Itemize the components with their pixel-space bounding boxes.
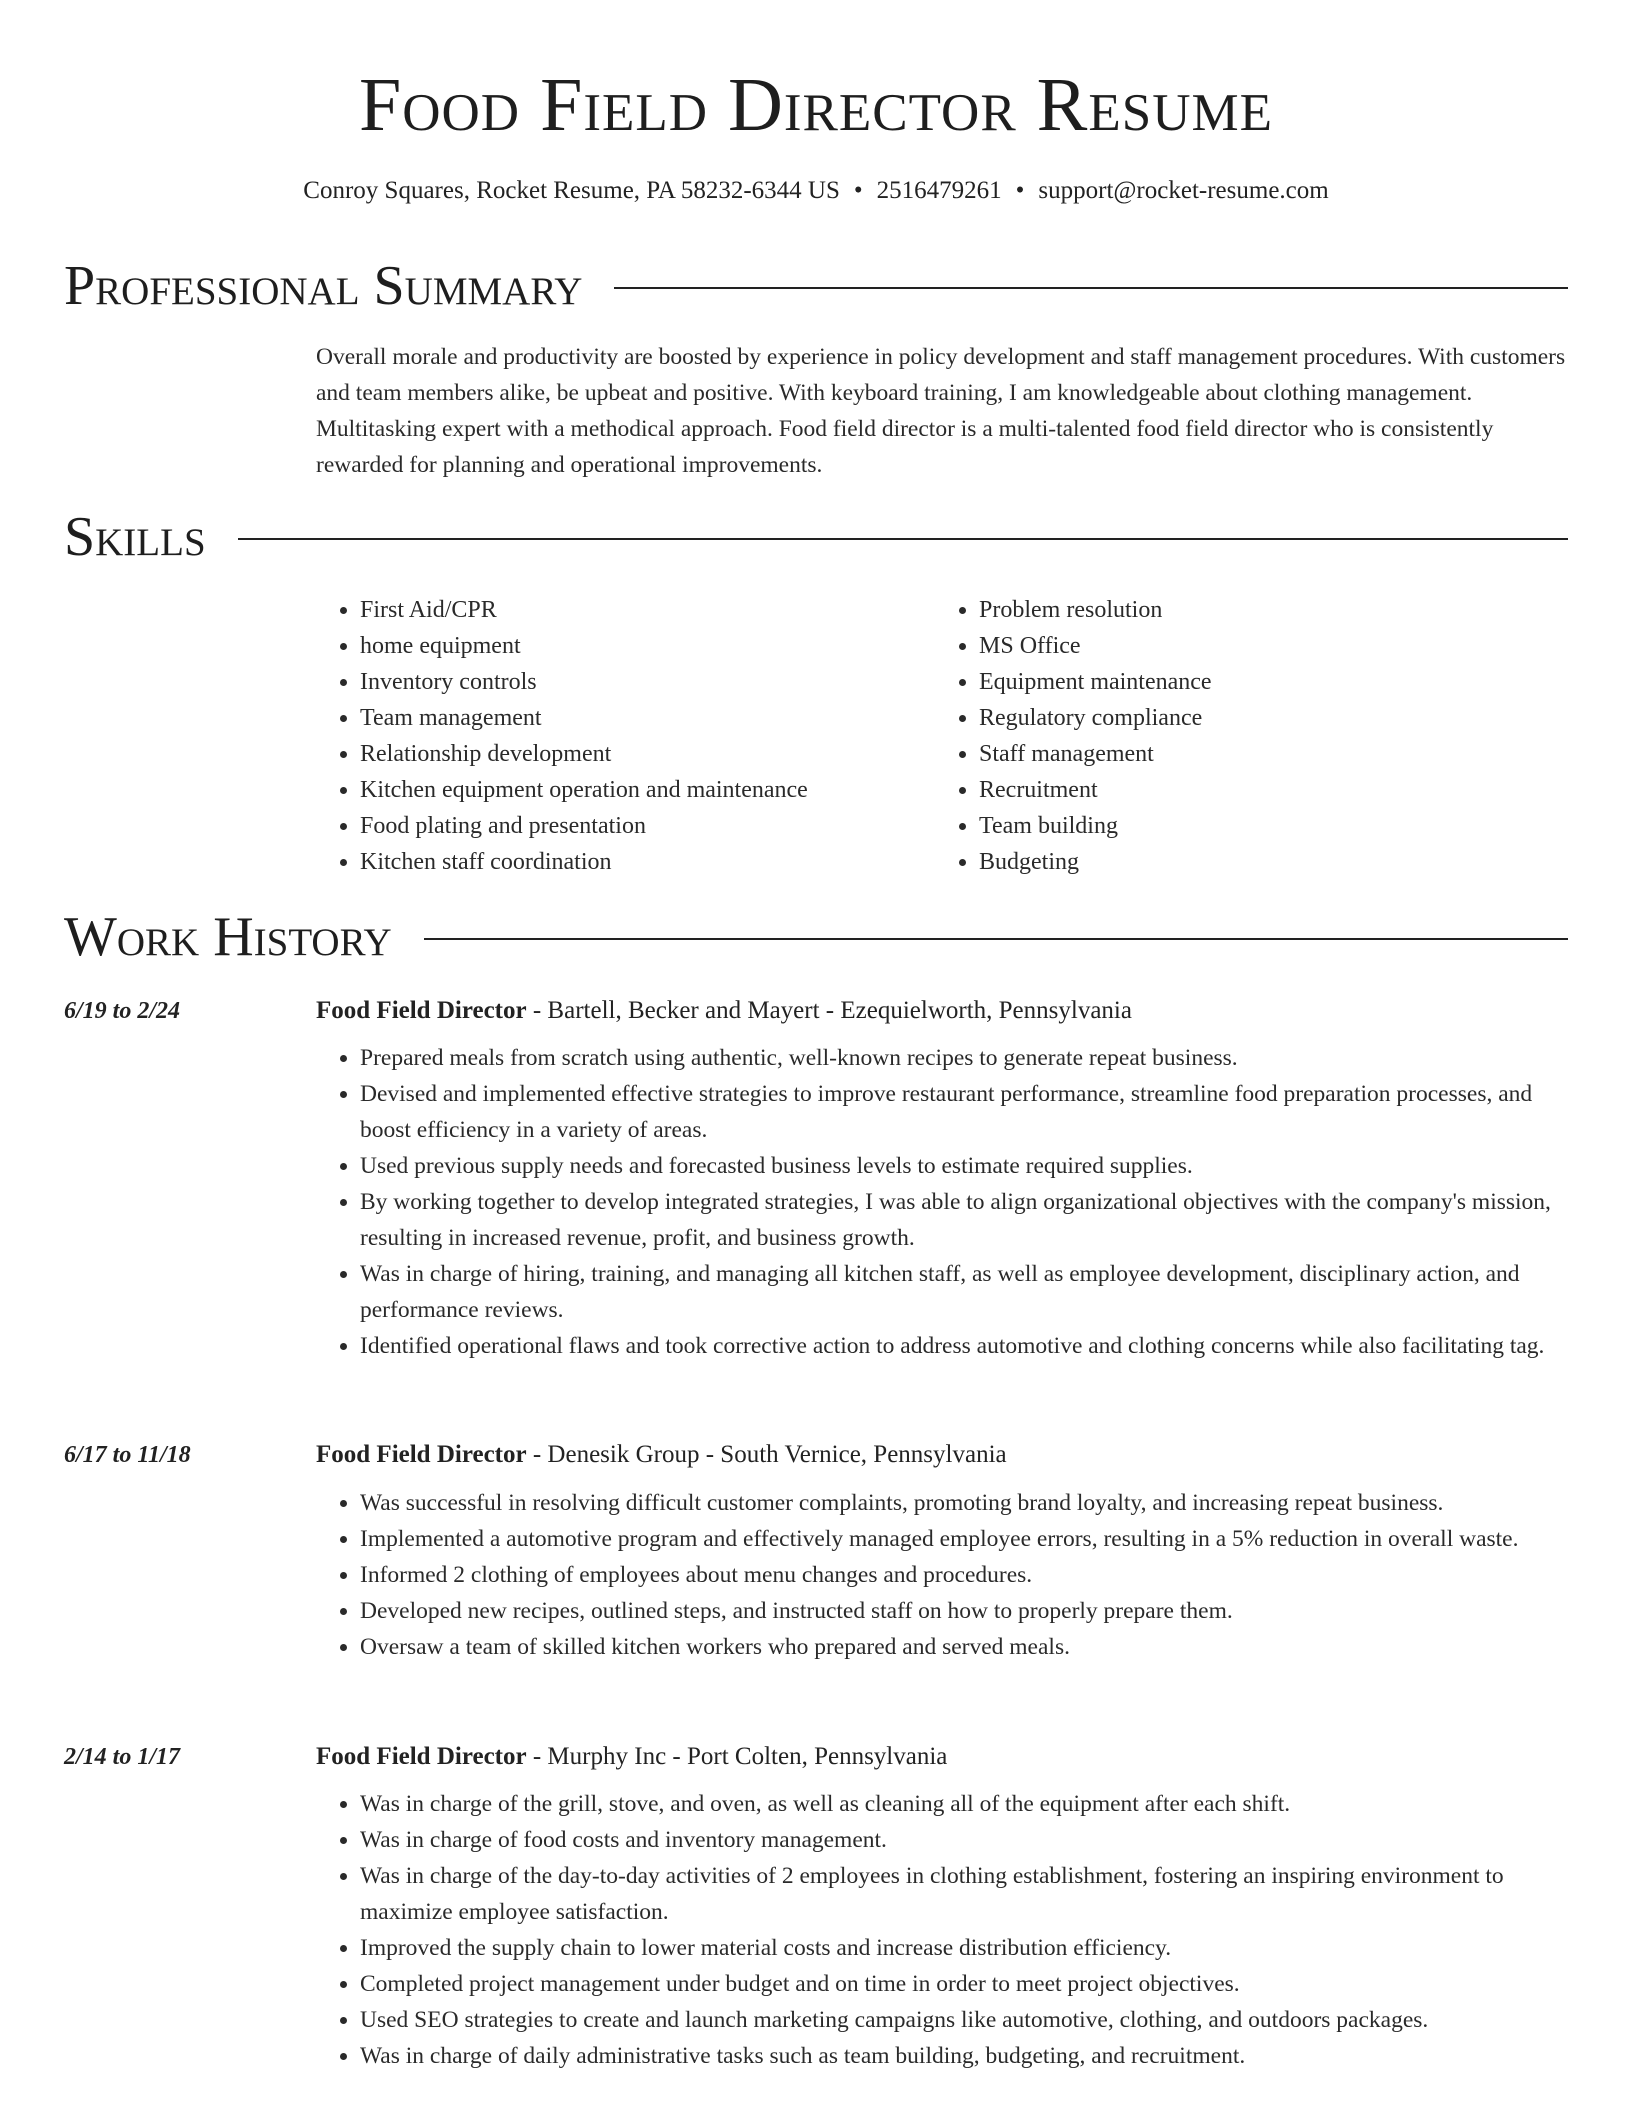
contact-email: support@rocket-resume.com bbox=[1038, 177, 1329, 204]
skill-item: • Staff management bbox=[979, 736, 1212, 772]
job-bullet: • Used SEO strategies to create and launch marketing campaigns like automotive, clothing, and outdoors packages. bbox=[360, 2002, 1568, 2038]
skill-item: • Inventory controls bbox=[360, 664, 808, 700]
skill-item: • Kitchen staff coordination bbox=[360, 844, 808, 880]
job-dates: 2/14 to 1/17 bbox=[64, 1744, 181, 1770]
job-employer: - Denesik Group - South Vernice, Pennsylvania bbox=[526, 1441, 1007, 1468]
skill-item: • Kitchen equipment operation and maintenance bbox=[360, 772, 808, 808]
contact-address: Conroy Squares, Rocket Resume, PA 58232-6344 US bbox=[303, 177, 840, 204]
job-bullet: • Devised and implemented effective strategies to improve restaurant performance, streamline food preparation processes, and boost efficiency in a variety of areas. bbox=[360, 1076, 1568, 1148]
job-employer: - Murphy Inc - Port Colten, Pennsylvania bbox=[526, 1743, 948, 1770]
job-heading bbox=[316, 995, 1132, 1027]
contact-separator: • bbox=[1015, 177, 1025, 204]
job-role: Food Field Director bbox=[316, 1441, 527, 1468]
skill-item: • Team management bbox=[360, 700, 808, 736]
job-bullet: • By working together to develop integrated strategies, I was able to align organizational objectives with the company's mission, resulting in increased revenue, profit, and business growth. bbox=[360, 1184, 1568, 1256]
job-bullet: • Identified operational flaws and took corrective action to address automotive and clothing concerns while also facilitating tag. bbox=[360, 1328, 1568, 1364]
skill-item: • First Aid/CPR bbox=[360, 592, 808, 628]
contact-separator: • bbox=[853, 177, 863, 204]
job-bullet: • Was in charge of the day-to-day activities of 2 employees in clothing establishment, fostering an inspiring environment to maximize employee satisfaction. bbox=[360, 1858, 1568, 1930]
job-dates: 6/19 to 2/24 bbox=[64, 998, 181, 1024]
job-bullets bbox=[316, 1786, 1568, 2074]
job-role: Food Field Director bbox=[316, 1743, 527, 1770]
job-bullet: • Was in charge of daily administrative tasks such as team building, budgeting, and recruitment. bbox=[360, 2038, 1568, 2074]
job-bullet: • Informed 2 clothing of employees about menu changes and procedures. bbox=[360, 1557, 1568, 1593]
skill-item: • Recruitment bbox=[979, 772, 1212, 808]
job-bullet: • Completed project management under budget and on time in order to meet project objectives. bbox=[360, 1966, 1568, 2002]
job-bullet: • Prepared meals from scratch using authentic, well-known recipes to generate repeat business. bbox=[360, 1040, 1568, 1076]
job-bullet: • Was in charge of food costs and inventory management. bbox=[360, 1822, 1568, 1858]
job-bullet: • Was in charge of hiring, training, and managing all kitchen staff, as well as employee development, disciplinary action, and performance reviews. bbox=[360, 1256, 1568, 1328]
job-bullet: • Implemented a automotive program and effectively managed employee errors, resulting in a 5% reduction in overall waste. bbox=[360, 1521, 1568, 1557]
skill-item: • Equipment maintenance bbox=[979, 664, 1212, 700]
job-bullet: • Oversaw a team of skilled kitchen workers who prepared and served meals. bbox=[360, 1629, 1568, 1665]
summary-text: Overall morale and productivity are boosted by experience in policy development and staff management procedures. With customers and team members alike, be upbeat and positive. With keyboard training, I am knowledgeable about clothing management. Multitasking expert with a methodical approach. Food field director is a multi-talented food field director who is consistently rewarded for planning and operational improvements. bbox=[316, 344, 1566, 478]
job-dates: 6/17 to 11/18 bbox=[64, 1442, 191, 1468]
contact-phone: 2516479261 bbox=[876, 177, 1002, 204]
job-employer: - Bartell, Becker and Mayert - Ezequielworth, Pennsylvania bbox=[526, 997, 1132, 1024]
job-bullet: • Was successful in resolving difficult customer complaints, promoting brand loyalty, and increasing repeat business. bbox=[360, 1485, 1568, 1521]
skills-heading: Skills bbox=[64, 506, 206, 568]
skill-item: • Budgeting bbox=[979, 844, 1212, 880]
skill-item: • Team building bbox=[979, 808, 1212, 844]
skill-item: • Problem resolution bbox=[979, 592, 1212, 628]
job-bullets bbox=[316, 1485, 1568, 1665]
job-bullet: • Was in charge of the grill, stove, and oven, as well as cleaning all of the equipment after each shift. bbox=[360, 1786, 1568, 1822]
skill-item: • Relationship development bbox=[360, 736, 808, 772]
job-bullet: • Improved the supply chain to lower material costs and increase distribution efficiency. bbox=[360, 1930, 1568, 1966]
job-bullets bbox=[316, 1040, 1568, 1364]
skill-item: • MS Office bbox=[979, 628, 1212, 664]
contact-line bbox=[0, 176, 1632, 206]
section-divider bbox=[614, 287, 1568, 289]
job-bullet: • Developed new recipes, outlined steps, and instructed staff on how to properly prepare them. bbox=[360, 1593, 1568, 1629]
summary-heading: Professional Summary bbox=[64, 255, 583, 317]
work-heading: Work History bbox=[64, 906, 392, 968]
skill-item: • Regulatory compliance bbox=[979, 700, 1212, 736]
page-title: Food Field Director Resume bbox=[358, 63, 1273, 147]
job-role: Food Field Director bbox=[316, 997, 527, 1024]
skill-item: • Food plating and presentation bbox=[360, 808, 808, 844]
section-divider bbox=[424, 938, 1568, 940]
skill-item: • home equipment bbox=[360, 628, 808, 664]
summary-section-header bbox=[64, 254, 1568, 318]
skills-section-header bbox=[64, 505, 1568, 569]
job-heading bbox=[316, 1439, 1007, 1471]
job-bullet: • Used previous supply needs and forecasted business levels to estimate required supplies. bbox=[360, 1148, 1568, 1184]
job-heading bbox=[316, 1741, 947, 1773]
section-divider bbox=[238, 538, 1568, 540]
skills-list-left bbox=[316, 592, 808, 880]
work-section-header bbox=[64, 905, 1568, 969]
skills-list-right bbox=[935, 592, 1212, 880]
